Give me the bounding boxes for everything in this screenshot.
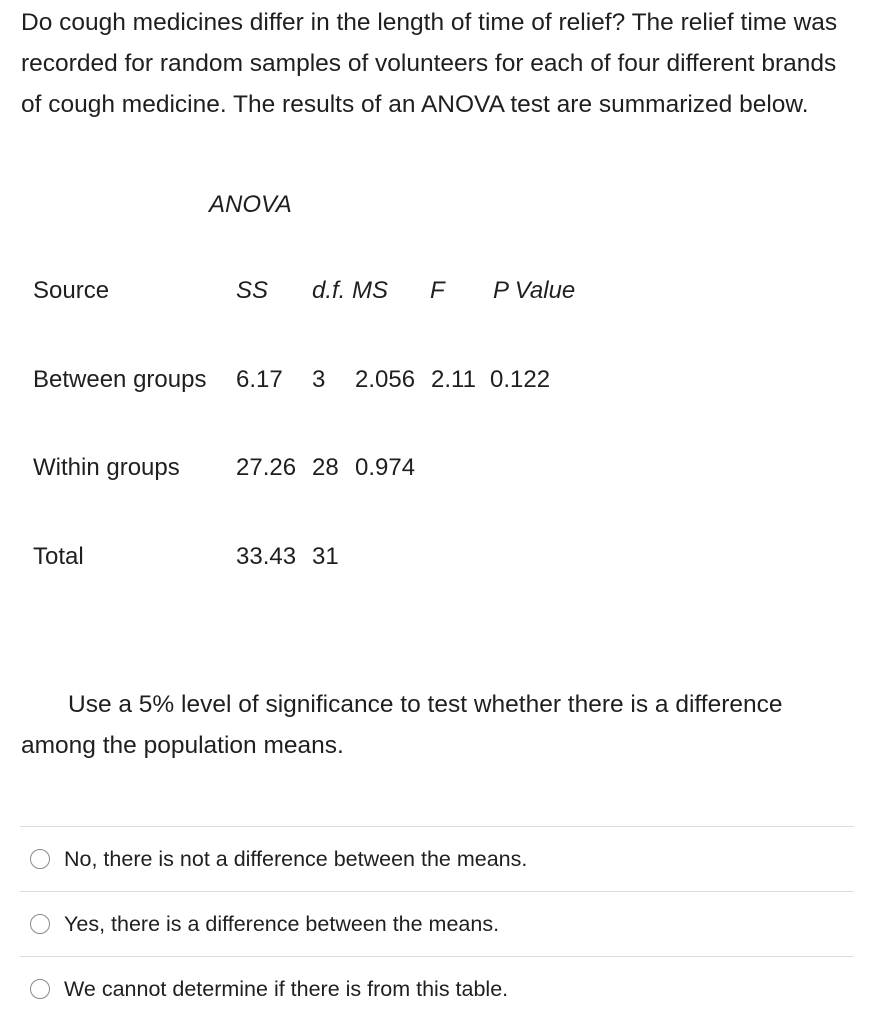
- row-within-ms: 0.974: [355, 454, 416, 481]
- row-total-ss: 33.43: [236, 543, 297, 570]
- row-between-ms: 2.056: [355, 366, 416, 393]
- instruction: [21, 684, 861, 766]
- row-within-df: 28: [312, 454, 339, 481]
- row-between-source: Between groups: [33, 366, 207, 393]
- radio-button[interactable]: [30, 914, 50, 934]
- row-total-source: Total: [33, 543, 84, 570]
- header-source: Source: [33, 277, 110, 304]
- answer-option-yes[interactable]: [20, 891, 854, 956]
- radio-button[interactable]: [30, 979, 50, 999]
- answer-option-label: No, there is not a difference between the means.: [64, 847, 528, 871]
- answer-option-cannot-determine[interactable]: [20, 956, 854, 1021]
- question-text: Do cough medicines differ in the length of time of relief? The relief time was recorded for random samples of volunteers for each of four different brands of cough medicine. The results of an ANOVA test are summarized below.: [21, 9, 838, 118]
- answer-option-label: Yes, there is a difference between the means.: [64, 912, 500, 936]
- row-between-ss: 6.17: [236, 366, 283, 393]
- header-f: F: [430, 277, 445, 304]
- row-between-f: 2.11: [431, 366, 476, 393]
- instruction-text: Use a 5% level of significance to test whether there is a difference among the population means.: [21, 691, 783, 759]
- answer-option-label: We cannot determine if there is from this table.: [64, 977, 509, 1001]
- row-within-source: Within groups: [33, 454, 180, 481]
- radio-button[interactable]: [30, 849, 50, 869]
- header-p-value: P Value: [493, 277, 576, 304]
- answer-option-no[interactable]: [20, 826, 854, 891]
- row-between-p: 0.122: [490, 366, 551, 393]
- header-ss: SS: [236, 277, 269, 304]
- row-within-ss: 27.26: [236, 454, 297, 481]
- anova-title: ANOVA: [209, 191, 292, 218]
- row-between-df: 3: [312, 366, 326, 393]
- row-total-df: 31: [312, 543, 339, 570]
- header-df-ms: d.f. MS: [312, 277, 389, 304]
- answer-options: [20, 826, 854, 1021]
